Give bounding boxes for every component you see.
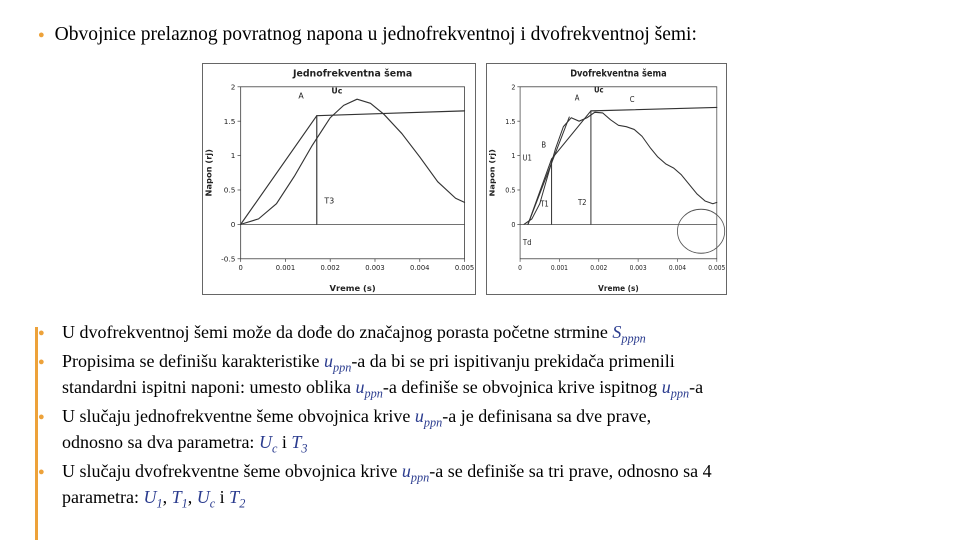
bullet-icon: ● <box>38 29 45 41</box>
svg-text:-0.5: -0.5 <box>221 254 236 264</box>
bullet-list <box>38 319 938 513</box>
svg-text:Vreme (s): Vreme (s) <box>329 282 376 293</box>
svg-text:Uc: Uc <box>331 86 343 96</box>
bullet-text: U slučaju dvofrekventne šeme obvojnica krive $u_{ppn}-a$ se definiše sa tri prave, odnosno sa 4 parametra: $U_1$, $T_1$, $U_c$ i $T_2$ <box>62 461 712 511</box>
bullet-item <box>38 458 938 510</box>
svg-text:1: 1 <box>511 151 516 161</box>
charts-row <box>202 63 727 295</box>
bullet-text: U dvofrekventnoj šemi može da dođe do značajnog porasta početne strmine $S_{pppn}$ <box>62 322 646 346</box>
svg-text:Dvofrekventna šema: Dvofrekventna šema <box>570 69 667 80</box>
svg-text:B: B <box>541 139 547 150</box>
svg-text:T1: T1 <box>540 199 549 209</box>
svg-text:A: A <box>574 93 580 103</box>
chart-canvas <box>487 64 726 294</box>
bullet-icon: ● <box>38 356 45 368</box>
bullet-item <box>38 319 938 345</box>
svg-text:1: 1 <box>230 151 236 161</box>
bullet-text: U slučaju jednofrekventne šeme obvojnica krive $u_{ppn}-a$ je definisana sa dve prave, odnosno sa dva parametra: $U_c$ i $T_3$ <box>62 406 652 456</box>
svg-text:Uc: Uc <box>593 84 604 95</box>
svg-text:0.5: 0.5 <box>223 185 236 195</box>
svg-text:0.001: 0.001 <box>550 264 568 273</box>
bullet-icon: ● <box>38 466 45 478</box>
svg-text:C: C <box>629 94 635 105</box>
svg-text:Vreme (s): Vreme (s) <box>598 283 639 294</box>
bullet-text: Propisima se definišu karakteristike $u_{ppn}-a$ da bi se pri ispitivanju prekidača primenili standardni ispitni naponi: umesto oblika $u_{ppn}-a$ definiše se obvojnica krive ispitnog $u_{ppn}-a$ <box>62 351 704 401</box>
bullet-icon: ● <box>38 327 45 339</box>
bullet-icon: ● <box>38 411 45 423</box>
bullet-item <box>38 403 938 455</box>
slide-title-row <box>38 22 940 48</box>
svg-text:0.001: 0.001 <box>275 264 296 273</box>
svg-text:Napon (rj): Napon (rj) <box>203 149 214 197</box>
svg-text:2: 2 <box>230 82 236 92</box>
svg-text:0: 0 <box>238 264 243 273</box>
svg-text:U1: U1 <box>522 152 532 163</box>
svg-text:0.003: 0.003 <box>365 264 385 273</box>
chart-double-frequency <box>486 63 727 295</box>
chart-canvas <box>203 64 475 294</box>
svg-text:Napon (rj): Napon (rj) <box>487 149 497 197</box>
svg-text:0: 0 <box>511 220 516 230</box>
bullet-item <box>38 348 938 400</box>
svg-text:2: 2 <box>511 83 516 92</box>
svg-text:0.002: 0.002 <box>320 264 340 273</box>
svg-text:0.002: 0.002 <box>590 264 608 273</box>
svg-text:0.004: 0.004 <box>668 264 687 273</box>
svg-text:T2: T2 <box>577 197 587 208</box>
svg-text:A: A <box>298 91 304 101</box>
svg-text:0.004: 0.004 <box>410 264 430 273</box>
svg-text:0.005: 0.005 <box>708 264 726 273</box>
svg-text:Jednofrekventna šema: Jednofrekventna šema <box>292 68 413 80</box>
svg-text:0.003: 0.003 <box>629 264 647 273</box>
svg-text:Td: Td <box>522 237 532 248</box>
svg-text:1.5: 1.5 <box>223 116 236 126</box>
svg-text:0.5: 0.5 <box>505 186 516 195</box>
slide-title: Obvojnice prelaznog povratnog napona u jednofrekventnoj i dvofrekventnoj šemi: <box>54 24 697 45</box>
svg-text:1.5: 1.5 <box>505 117 516 126</box>
svg-text:0: 0 <box>518 264 522 273</box>
svg-text:0.005: 0.005 <box>454 264 475 273</box>
chart-single-frequency <box>202 63 476 295</box>
svg-text:0: 0 <box>230 220 236 229</box>
svg-text:T3: T3 <box>324 196 335 206</box>
